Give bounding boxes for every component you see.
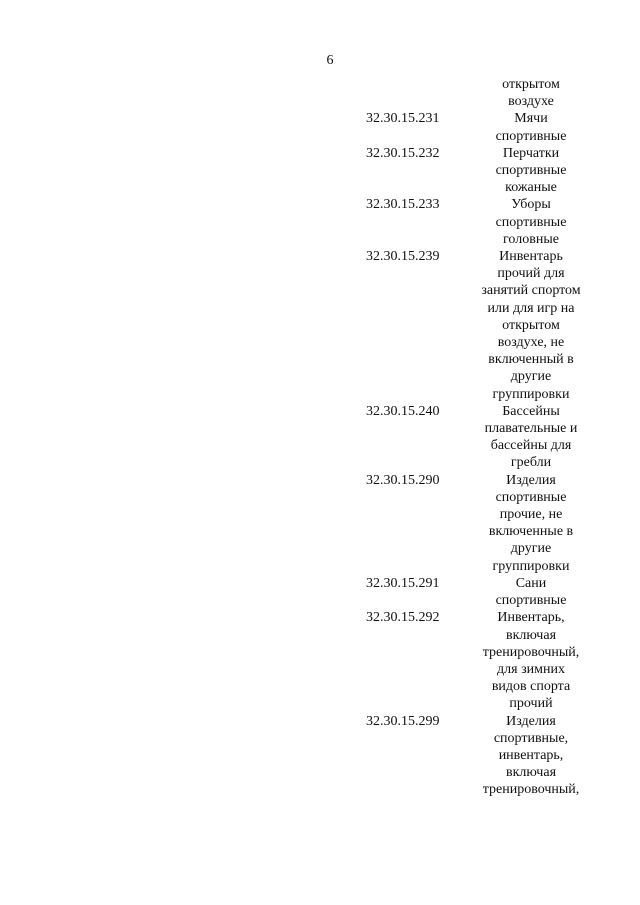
description-line: видов спорта [491, 679, 571, 695]
product-description [472, 76, 590, 110]
description-line: Сани [515, 575, 547, 591]
description-line: бассейны для [490, 438, 572, 454]
description-line: головные [503, 231, 559, 247]
table-row [0, 196, 640, 248]
product-code: 32.30.15.231 [366, 111, 440, 127]
description-line: спортивные [495, 489, 567, 505]
product-code: 32.30.15.292 [366, 610, 440, 626]
product-code: 32.30.15.291 [366, 575, 440, 591]
product-code: 32.30.15.232 [366, 145, 440, 161]
product-description [472, 403, 590, 472]
table-row [0, 248, 640, 403]
description-line: открытом [502, 77, 560, 92]
description-line: Перчатки [502, 145, 560, 161]
description-line: спортивные, [493, 730, 569, 746]
table-row [0, 145, 640, 197]
description-line: занятий спортом [481, 283, 581, 299]
description-line: другие [510, 369, 552, 385]
product-description [472, 110, 590, 144]
product-description [472, 472, 590, 575]
description-line: прочий [509, 696, 553, 712]
description-line: или для игр на [487, 300, 575, 316]
description-line: тренировочный, [482, 644, 580, 660]
description-line: включая [505, 765, 557, 781]
description-line: Мячи [514, 111, 548, 127]
description-line: Изделия [506, 713, 556, 729]
description-line: другие [510, 541, 552, 557]
description-line: прочие, не [499, 507, 563, 523]
table-row [0, 403, 640, 472]
description-line: Бассейны [502, 403, 560, 419]
description-line: воздухе [508, 94, 554, 110]
description-line: Изделия [506, 472, 556, 488]
product-code: 32.30.15.239 [366, 249, 440, 265]
description-line: тренировочный, [482, 782, 580, 798]
description-line: воздухе, не [497, 335, 565, 351]
product-description [472, 713, 590, 799]
description-line: прочий для [497, 266, 565, 282]
description-line: группировки [492, 386, 570, 402]
classification-list [0, 76, 640, 799]
page-number: 6 [326, 53, 334, 68]
description-line: спортивные [495, 128, 567, 144]
table-row [0, 110, 640, 144]
table-row [0, 76, 640, 110]
table-row [0, 575, 640, 609]
description-line: плавательные и [484, 421, 578, 437]
description-line: спортивные [495, 163, 567, 179]
description-line: включая [505, 627, 557, 643]
product-code: 32.30.15.299 [366, 713, 440, 729]
table-row [0, 472, 640, 575]
description-line: для зимних [497, 661, 565, 677]
product-description [472, 248, 590, 403]
product-description [472, 145, 590, 197]
description-line: спортивные [495, 214, 567, 230]
product-description [472, 609, 590, 712]
description-line: кожаные [505, 180, 557, 196]
description-line: инвентарь, [498, 747, 564, 763]
product-code: 32.30.15.290 [366, 472, 440, 488]
description-line: Инвентарь [499, 249, 563, 265]
description-line: гребли [510, 455, 552, 471]
description-line: включенные в [488, 524, 574, 540]
table-row [0, 713, 640, 799]
product-code: 32.30.15.240 [366, 403, 440, 419]
description-line: спортивные [495, 593, 567, 609]
table-row [0, 609, 640, 712]
description-line: Уборы [511, 197, 551, 213]
product-description [472, 196, 590, 248]
description-line: группировки [492, 558, 570, 574]
description-line: включенный в [488, 352, 574, 368]
product-description [472, 575, 590, 609]
description-line: открытом [502, 317, 560, 333]
description-line: Инвентарь, [497, 610, 565, 626]
product-code: 32.30.15.233 [366, 197, 440, 213]
